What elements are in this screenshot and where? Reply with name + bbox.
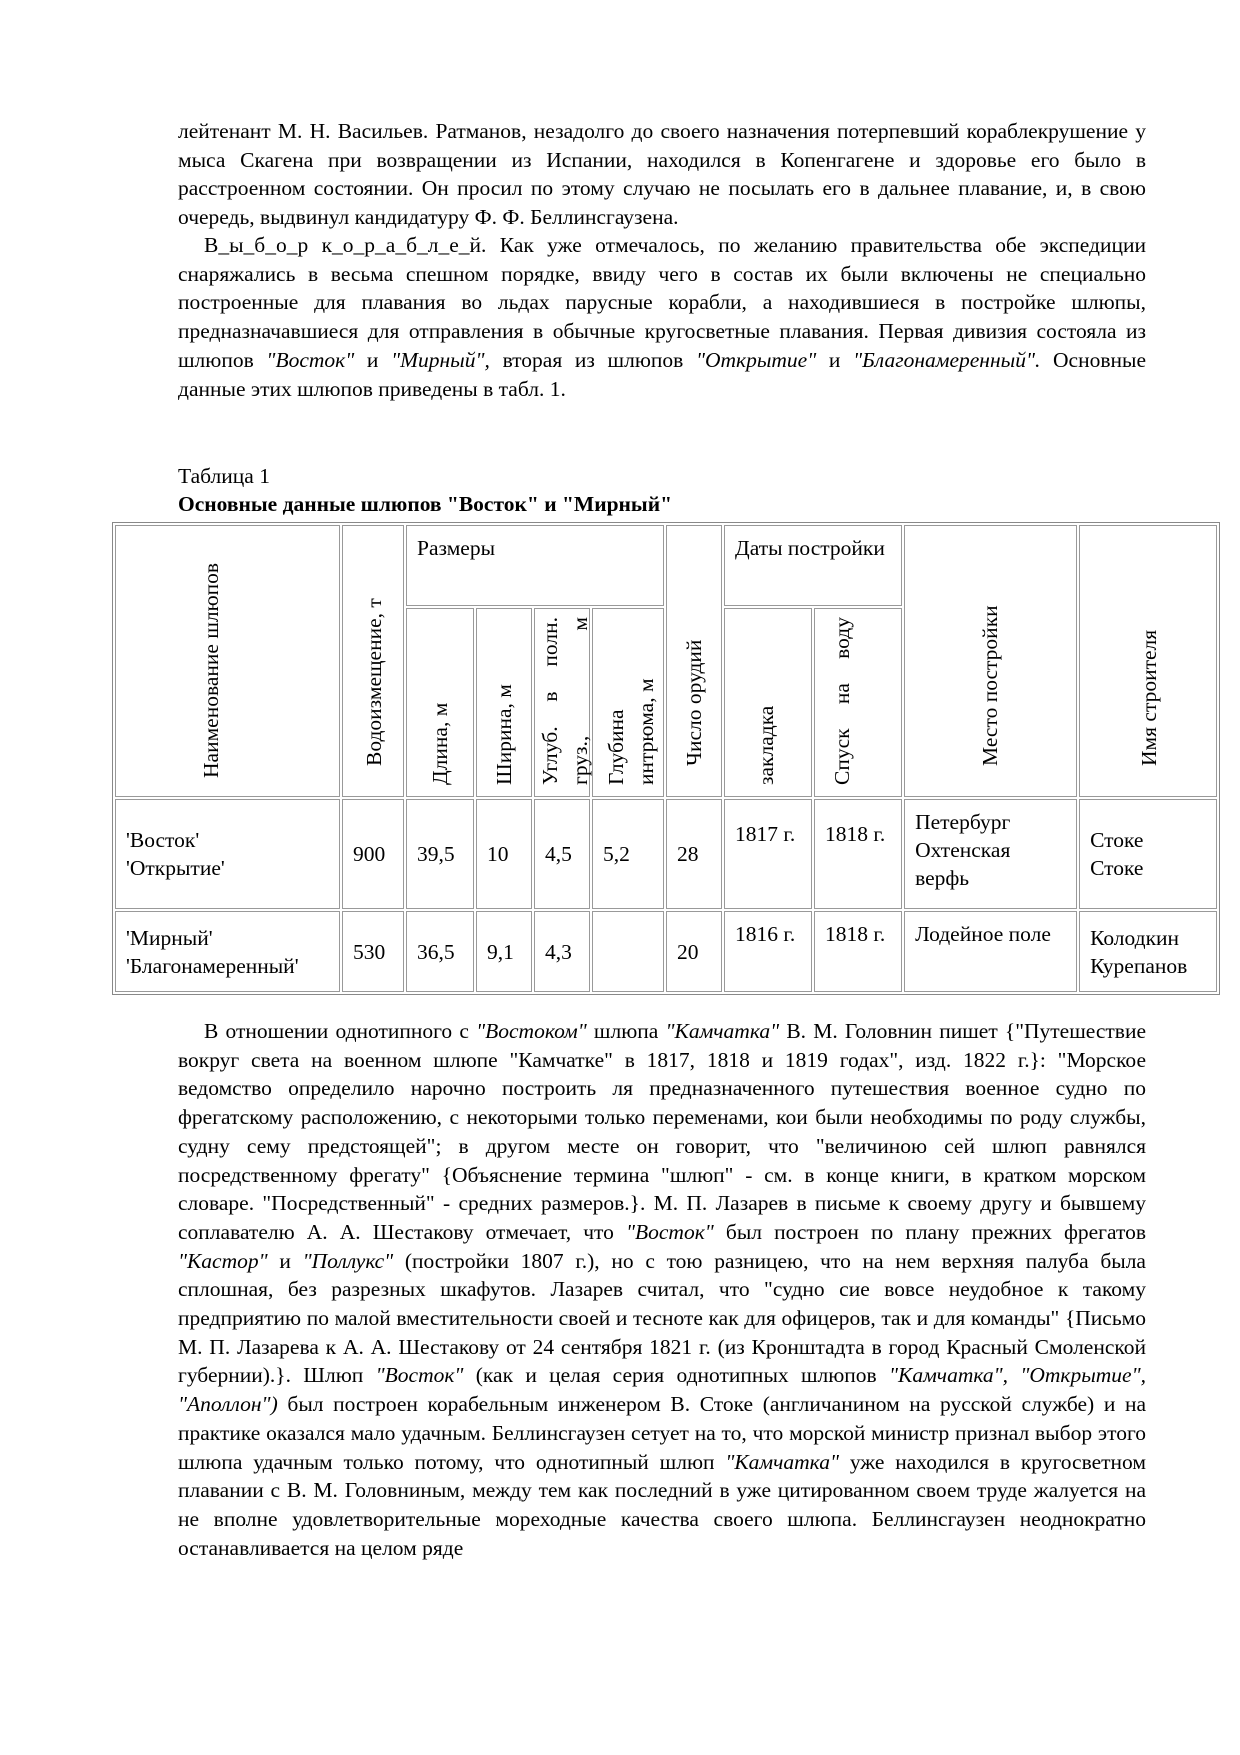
text: (как и целая серия однотипных шлюпов xyxy=(463,1363,890,1388)
cell-builder xyxy=(1079,799,1217,910)
header-displacement: Водоизмещение, т xyxy=(342,525,404,797)
text: В отношении однотипного с xyxy=(204,1019,477,1043)
cell-launch: 1818 г. xyxy=(814,911,902,992)
text: был построен по плану прежних фрегатов xyxy=(713,1219,1146,1244)
cell-length: 39,5 xyxy=(406,799,474,910)
cell-draft: 4,3 xyxy=(534,911,590,992)
ship-name-1: 'Мирный' xyxy=(126,925,213,950)
paragraph-3 xyxy=(178,1017,1146,1562)
builder-1: Колодкин xyxy=(1090,925,1180,950)
builder-2: Курепанов xyxy=(1090,953,1188,978)
ship-name: "Камчатка", "Открытие", "Аполлон") xyxy=(178,1363,1147,1417)
header-guns: Число орудий xyxy=(666,525,722,797)
paragraph-2 xyxy=(178,231,1146,403)
header-launch: Спуск на воду xyxy=(814,608,902,797)
header-builder: Имя строителя xyxy=(1079,525,1217,797)
cell-name xyxy=(115,799,340,910)
ship-name: "Камчатка" xyxy=(725,1449,839,1474)
text: шлюпа xyxy=(586,1019,666,1043)
header-dates: Даты постройки xyxy=(724,525,902,606)
text: и xyxy=(267,1248,303,1273)
text: вторая из шлюпов xyxy=(489,347,696,372)
text: был построен корабельным инженером В. Стоке (англичанином на русской службе) и на практике оказался мало удачным. Беллинсгаузен сетует на то, что морской министр признал выбор этого шлюпа удачным только потому, что однотипный шлюп xyxy=(178,1392,1146,1474)
ship-name: "Восток" xyxy=(625,1219,714,1244)
header-width: Ширина, м xyxy=(476,608,532,797)
cell-guns: 28 xyxy=(666,799,722,910)
text: В. М. Головнин пишет {"Путешествие вокруг света на военном шлюпе "Камчатке" в 1817, 1818 и 1819 годах", изд. 1822 г.}: "Морское ведомство определило нарочно построить ля предназначенного путешествия военное судно по фрегатскому расположению, с некоторыми только переменами, кои были необходимы по роду службы, судну сему предстоящей"; в другом месте он говорит, что "величиною сей шлюп равнялся посредственному фрегату" {Объяснение термина "шлюп" - см. в конце книги, в кратком морском словаре. "Посредственный" - средних размеров.}. М. П. Лазарев в письме к своему другу и бывшему соплавателю А. А. Шестакову отмечает, что xyxy=(178,1019,1147,1244)
header-laid: закладка xyxy=(724,608,812,797)
text: и xyxy=(354,347,392,372)
ships-table xyxy=(112,522,1220,995)
cell-draft: 4,5 xyxy=(534,799,590,910)
table-caption: Таблица 1 xyxy=(178,464,270,488)
text: Основные данные этих шлюпов приведены в табл. 1. xyxy=(178,347,1146,401)
cell-width: 9,1 xyxy=(476,911,532,992)
ship-name: "Кастор" xyxy=(178,1248,268,1273)
ship-name: "Мирный", xyxy=(391,347,490,372)
text: и xyxy=(816,347,854,372)
ship-name: "Востоком" xyxy=(476,1019,587,1043)
cell-name xyxy=(115,911,340,992)
ship-name-1: 'Восток' xyxy=(126,828,200,853)
header-draft: Углуб. в полн. груз., м xyxy=(534,608,590,797)
header-place: Место постройки xyxy=(904,525,1077,797)
cell-hold xyxy=(592,911,664,992)
cell-builder xyxy=(1079,911,1217,992)
builder-2: Стоке xyxy=(1090,856,1144,881)
table-title: Основные данные шлюпов "Восток" и "Мирный" xyxy=(178,492,673,516)
paragraph-1: лейтенант М. Н. Васильев. Ратманов, незадолго до своего назначения потерпевший кораблекрушение у мыса Скагена при возвращении из Испании, находился в Копенгагене и здоровье его было в расстроенном состоянии. Он просил по этому случаю не посылать его в дальнее плавание, и, в свою очередь, выдвинул кандидатуру Ф. Ф. Беллинсгаузена. xyxy=(178,119,1146,230)
cell-guns: 20 xyxy=(666,911,722,992)
header-sizes: Размеры xyxy=(406,525,664,606)
text: (постройки 1807 г.), но с тою разницею, что на нем верхняя палуба была сплошная, без разрезных шкафутов. Лазарев считал, что "судно сие вовсе неудобное к такому предприятию по малой вместительности своей и тесноте как для офицеров, так и для команды" {Письмо М. П. Лазарева к А. А. Шестакову от 24 сентября 1821 г. (из Кронштадта в город Красный Смоленской губернии).}. Шлюп xyxy=(178,1248,1146,1388)
ship-name-2: 'Открытие' xyxy=(126,856,225,881)
ship-name: "Поллукс" xyxy=(302,1248,394,1273)
cell-displacement: 900 xyxy=(342,799,404,910)
cell-hold: 5,2 xyxy=(592,799,664,910)
cell-width: 10 xyxy=(476,799,532,910)
cell-length: 36,5 xyxy=(406,911,474,992)
ship-name-2: 'Благонамеренный' xyxy=(126,953,299,978)
header-length: Длина, м xyxy=(406,608,474,797)
text: В_ы_б_о_р к_о_р_а_б_л_е_й. Как уже отмечалось, по желанию правительства обе экспедиции снаряжались в весьма спешном порядке, ввиду чего в состав их были включены не специально построенные для плавания во льдах парусные корабли, а находившиеся в постройке шлюпы, предназначавшиеся для отправления в обычные кругосветные плавания. Первая дивизия состояла из шлюпов xyxy=(178,233,1146,372)
table-row xyxy=(115,911,1217,992)
ship-name: "Восток" xyxy=(266,347,355,372)
cell-launch: 1818 г. xyxy=(814,799,902,910)
ship-name: "Восток" xyxy=(375,1363,464,1388)
ship-name: "Открытие" xyxy=(695,347,817,372)
cell-laid: 1817 г. xyxy=(724,799,812,910)
cell-place: Лодейное поле xyxy=(904,911,1077,992)
table-row xyxy=(115,799,1217,910)
builder-1: Стоке xyxy=(1090,828,1144,853)
cell-laid: 1816 г. xyxy=(724,911,812,992)
header-hold: Глубина интрюма, м xyxy=(592,608,664,797)
ship-name: "Благонамеренный". xyxy=(853,347,1041,372)
ship-name: "Камчатка" xyxy=(665,1019,780,1043)
cell-displacement: 530 xyxy=(342,911,404,992)
text: уже находился в кругосветном плавании с В. М. Головниным, между тем как последний в уже цитированном своем труде жалуется на не вполне удовлетворительные мореходные качества своего шлюпа. Беллинсгаузен неоднократно останавливается на целом ряде xyxy=(178,1449,1147,1560)
cell-place: Петербург Охтенская верфь xyxy=(904,799,1077,910)
header-name: Наименование шлюпов xyxy=(115,525,340,797)
